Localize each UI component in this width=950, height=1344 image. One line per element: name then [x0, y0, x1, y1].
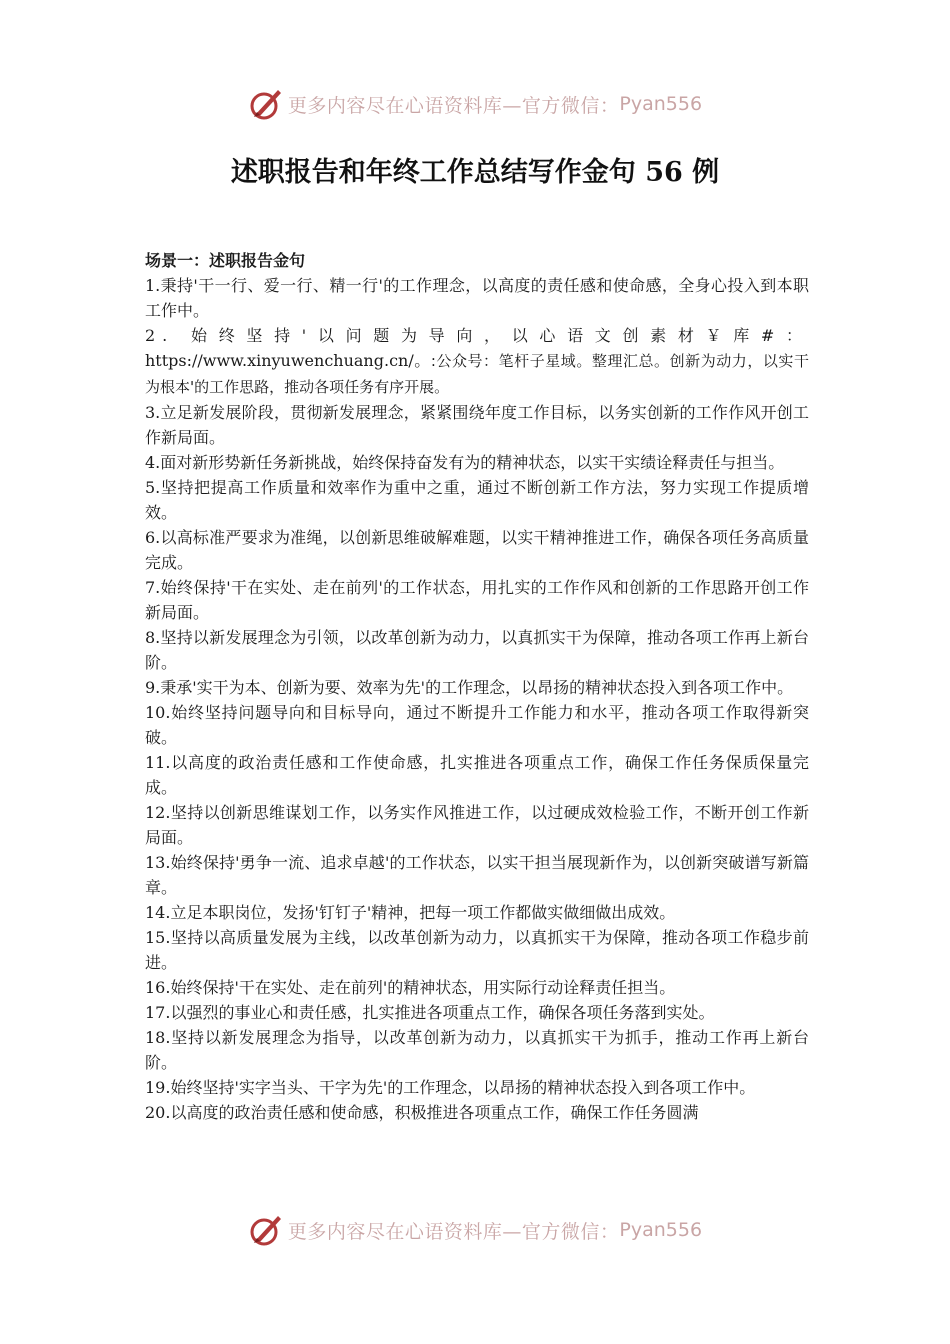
item-2-url: https://www.xinyuwenchuang.cn/。	[145, 351, 431, 370]
list-item: 8.坚持以新发展理念为引领，以改革创新为动力，以真抓实干为保障，推动各项工作再上新台阶。	[145, 628, 809, 672]
document-title: 述职报告和年终工作总结写作金句 56 例	[230, 157, 720, 188]
list-item: 17.以强烈的事业心和责任感，扎实推进各项重点工作，确保各项任务落到实处。	[145, 1003, 715, 1022]
section-heading: 场景一：述职报告金句	[145, 251, 306, 270]
list-item: 4.面对新形势新任务新挑战，始终保持奋发有为的精神状态，以实干实绩诠释责任与担当。	[145, 453, 785, 472]
banner-handle: Pyan556	[619, 93, 703, 115]
list-item: 16.始终保持'干在实处、走在前列'的精神状态，用实际行动诠释责任担当。	[145, 978, 676, 997]
header-banner	[0, 84, 950, 124]
list-item: 9.秉承'实干为本、创新为要、效率为先'的工作理念，以昂扬的精神状态投入到各项工作中。	[145, 678, 794, 697]
list-item: 12.坚持以创新思维谋划工作，以务实作风推进工作，以过硬成效检验工作，不断开创工作新局面。	[145, 803, 809, 847]
item-2-suffix: :公众号：笔杆子星域。整理汇总。创新为动力，以实干为根本'的工作思路，推动各项任务有序开展。	[145, 352, 809, 396]
banner-text: 更多内容尽在心语资料库—官方微信：	[287, 94, 620, 117]
footer-banner	[0, 1210, 950, 1250]
list-item: 13.始终保持'勇争一流、追求卓越'的工作状态，以实干担当展现新作为，以创新突破谱写新篇章。	[145, 853, 809, 897]
list-item: 10.始终坚持问题导向和目标导向，通过不断提升工作能力和水平，推动各项工作取得新突破。	[145, 703, 809, 747]
list-item-2	[145, 323, 809, 400]
list-item: 18.坚持以新发展理念为指导，以改革创新为动力，以真抓实干为抓手，推动工作再上新台阶。	[145, 1028, 809, 1072]
list-item: 5.坚持把提高工作质量和效率作为重中之重，通过不断创新工作方法，努力实现工作提质增效。	[145, 478, 809, 522]
pen-logo-icon	[248, 1212, 284, 1248]
item-2-prefix: 2. 始终坚持'以问题为导向，以心语文创素材￥库#：	[145, 326, 809, 345]
banner-text: 更多内容尽在心语资料库—官方微信：	[287, 1220, 620, 1243]
list-item: 11.以高度的政治责任感和工作使命感，扎实推进各项重点工作，确保工作任务保质保量完成。	[145, 753, 809, 797]
list-item: 14.立足本职岗位，发扬'钉钉子'精神，把每一项工作都做实做细做出成效。	[145, 903, 676, 922]
list-item: 7.始终保持'干在实处、走在前列'的工作状态，用扎实的工作作风和创新的工作思路开创工作新局面。	[145, 578, 809, 622]
list-item: 19.始终坚持'实字当头、干字为先'的工作理念，以昂扬的精神状态投入到各项工作中。	[145, 1078, 756, 1097]
pen-logo-icon	[248, 86, 284, 122]
list-item: 15.坚持以高质量发展为主线，以改革创新为动力，以真抓实干为保障，推动各项工作稳步前进。	[145, 928, 809, 972]
document-body	[145, 248, 809, 1125]
list-item: 3.立足新发展阶段，贯彻新发展理念，紧紧围绕年度工作目标，以务实创新的工作作风开创工作新局面。	[145, 403, 809, 447]
list-item: 20.以高度的政治责任感和使命感，积极推进各项重点工作，确保工作任务圆满	[145, 1103, 699, 1122]
list-item: 1.秉持'干一行、爱一行、精一行'的工作理念，以高度的责任感和使命感，全身心投入到本职工作中。	[145, 276, 809, 320]
list-item: 6.以高标准严要求为准绳，以创新思维破解难题，以实干精神推进工作，确保各项任务高质量完成。	[145, 528, 809, 572]
banner-handle: Pyan556	[619, 1219, 703, 1241]
